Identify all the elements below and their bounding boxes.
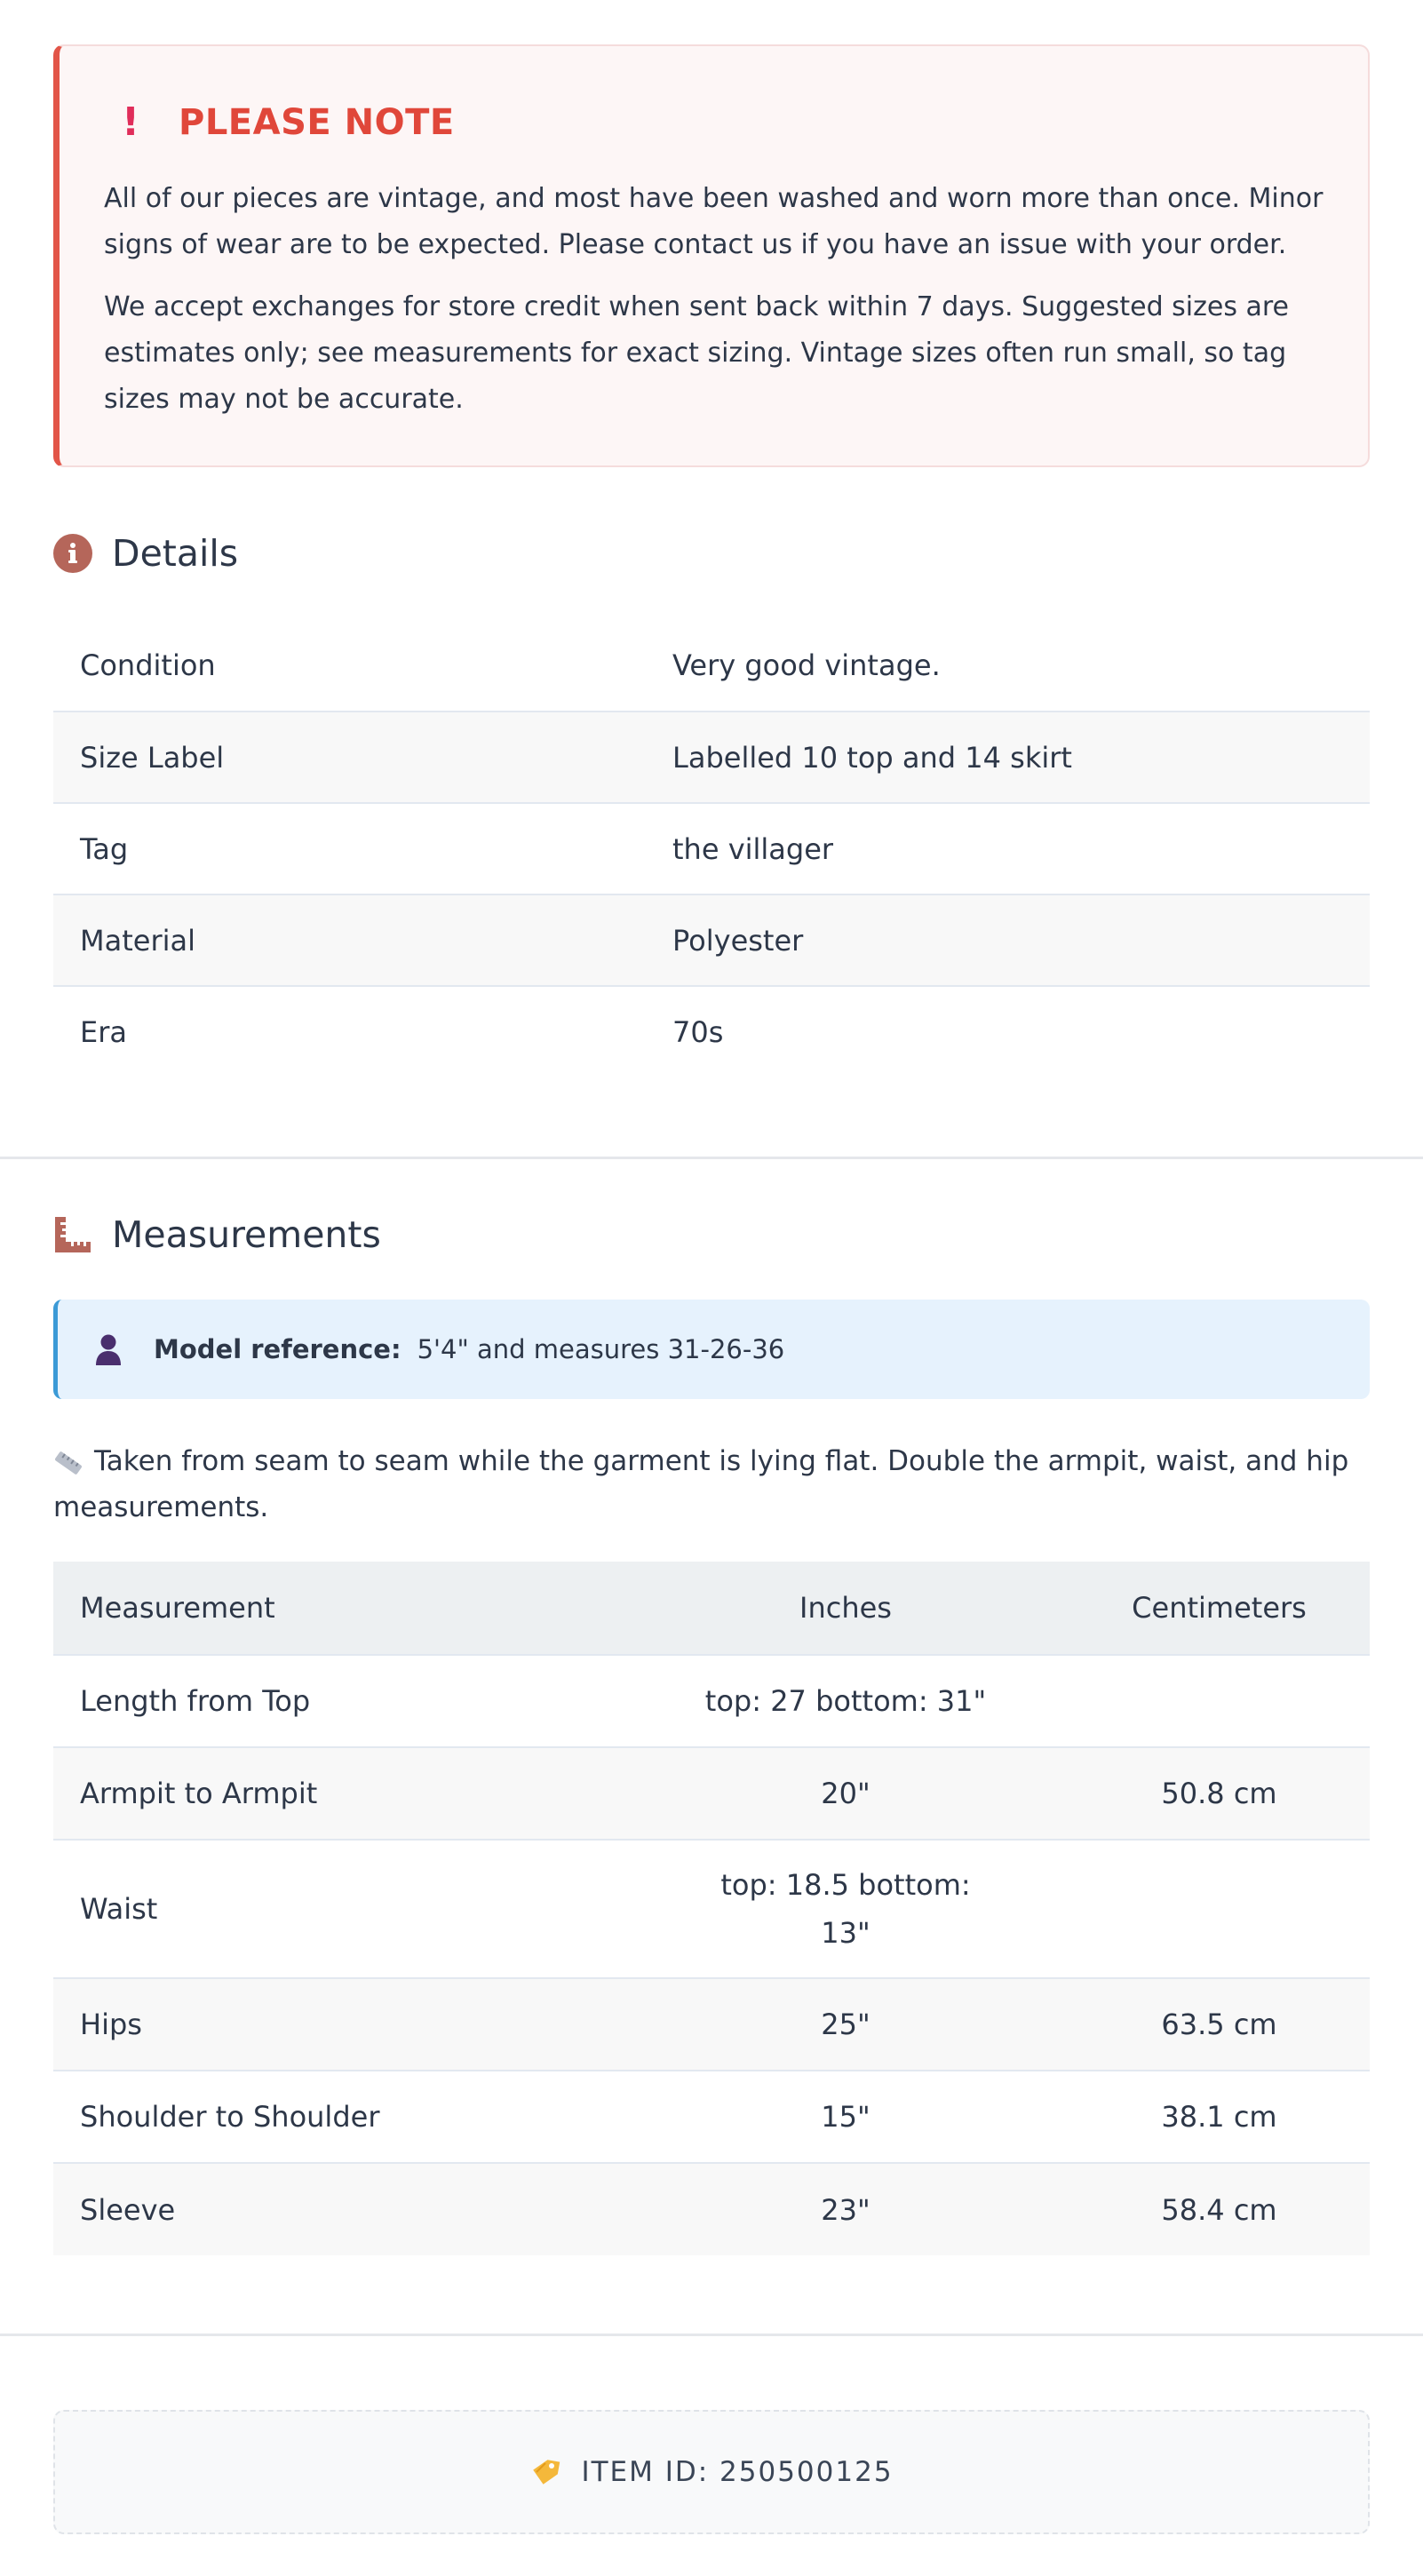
measurement-inches: top: 27 bottom: 31" <box>623 1655 1069 1747</box>
measurements-heading <box>53 1208 1370 1261</box>
notice-paragraph-2: We accept exchanges for store credit when sent back within 7 days. Suggested sizes are estimates only; see measurements for exact sizing. Vintage sizes often run small, so tag sizes may not be accurate. <box>104 291 1290 415</box>
measurements-title: Measurements <box>112 1213 381 1256</box>
detail-value: Very good vintage. <box>646 620 1370 712</box>
section-divider <box>0 2334 1423 2336</box>
ruler-icon <box>53 1448 83 1478</box>
table-row <box>53 1840 1370 1978</box>
detail-value: 70s <box>672 1015 724 1049</box>
item-id-box <box>53 2410 1370 2534</box>
model-reference <box>53 1300 1370 1399</box>
table-row <box>53 803 1370 894</box>
column-header: Measurement <box>53 1562 623 1655</box>
table-row <box>53 712 1370 803</box>
measurement-note-text: Taken from seam to seam while the garment is lying flat. Double the armpit, waist, and hip measurements. <box>53 1445 1349 1523</box>
measurement-inches-cell <box>623 1840 1069 1978</box>
item-id-label: ITEM ID: 250500125 <box>581 2456 894 2488</box>
measurement-note <box>53 1438 1370 1530</box>
ruler-combined-icon <box>53 1215 92 1254</box>
measurements-table-wrap <box>53 1562 1370 2255</box>
measurement-name: Shoulder to Shoulder <box>53 2071 623 2163</box>
measurement-cm <box>1069 1840 1370 1978</box>
notice-box <box>53 44 1370 467</box>
measurement-inches: 23" <box>623 2163 1069 2255</box>
table-header-row <box>53 1562 1370 1655</box>
detail-label: Material <box>53 894 646 986</box>
measurement-inches: 15" <box>623 2071 1069 2163</box>
notice-title: PLEASE NOTE <box>179 102 455 143</box>
measurement-cm <box>1069 1655 1370 1747</box>
measurement-name: Armpit to Armpit <box>53 1747 623 1840</box>
measurement-inches: 25" <box>623 1978 1069 2071</box>
column-header: Inches <box>623 1562 1069 1655</box>
person-icon <box>93 1333 123 1365</box>
detail-value: Polyester <box>646 894 1370 986</box>
model-reference-value: 5'4" and measures 31-26-36 <box>417 1334 785 1364</box>
table-row <box>53 986 1370 1077</box>
details-heading <box>53 527 1370 580</box>
table-row <box>53 1747 1370 1840</box>
measurement-name: Hips <box>53 1978 623 2071</box>
tag-icon <box>529 2456 561 2488</box>
table-row <box>53 620 1370 712</box>
column-header: Centimeters <box>1069 1562 1370 1655</box>
detail-label: Era <box>80 1015 127 1049</box>
measurements-section <box>53 1208 1370 1261</box>
details-section <box>53 527 1370 580</box>
measurement-cm: 58.4 cm <box>1069 2163 1370 2255</box>
info-icon <box>53 534 92 573</box>
table-row <box>53 1655 1370 1747</box>
table-row <box>53 2163 1370 2255</box>
measurement-inches: 20" <box>623 1747 1069 1840</box>
table-row <box>53 1978 1370 2071</box>
details-table-wrap <box>53 620 1370 1077</box>
measurement-cm: 38.1 cm <box>1069 2071 1370 2163</box>
table-row <box>53 2071 1370 2163</box>
measurements-table <box>53 1562 1370 2255</box>
detail-value: the villager <box>646 803 1370 894</box>
details-table <box>53 620 1370 1077</box>
detail-label: Condition <box>53 620 646 712</box>
notice-paragraph-1: All of our pieces are vintage, and most have been washed and worn more than once. Minor signs of wear are to be expected. Please contact us if you have an issue with your order. <box>104 183 1324 260</box>
measurement-name: Waist <box>53 1840 623 1978</box>
details-title: Details <box>112 532 239 575</box>
table-row <box>53 894 1370 986</box>
measurement-name: Sleeve <box>53 2163 623 2255</box>
measurement-cm: 50.8 cm <box>1069 1747 1370 1840</box>
exclamation-icon: ! <box>122 99 140 145</box>
detail-value: Labelled 10 top and 14 skirt <box>646 712 1370 803</box>
detail-label: Size Label <box>53 712 646 803</box>
notice-header <box>104 96 1324 149</box>
measurement-cm: 63.5 cm <box>1069 1978 1370 2071</box>
model-reference-label: Model reference: <box>154 1334 401 1364</box>
detail-label: Tag <box>53 803 646 894</box>
section-divider <box>0 1157 1423 1159</box>
measurement-inches: top: 18.5 bottom: 13" <box>720 1868 971 1950</box>
measurement-name: Length from Top <box>53 1655 623 1747</box>
